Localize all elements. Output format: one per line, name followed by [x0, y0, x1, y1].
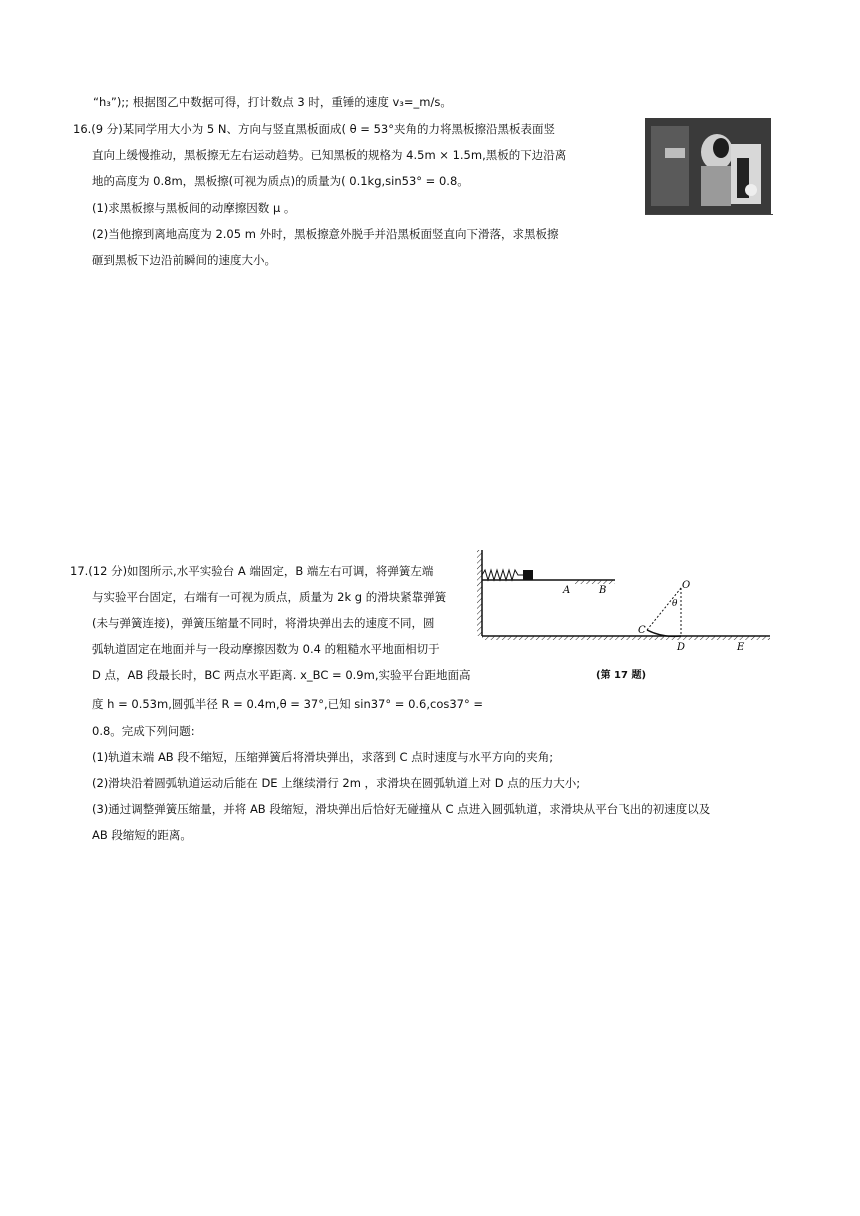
q17-line-3: (未与弹簧连接)，弹簧压缩量不同时，将滑块弹出去的速度不同，圆 [92, 616, 435, 630]
q17-line-4: 弧轨道固定在地面并与一段动摩擦因数为 0.4 的粗糙水平地面相切于 [92, 642, 440, 656]
q16-line-1: 16.(9 分)某同学用大小为 5 N、方向与竖直黑板面成( θ = 53°夹角的力将黑板擦沿黑板表面竖 [73, 122, 555, 136]
q17-part-2: (2)滑块沿着圆弧轨道运动后能在 DE 上继续滑行 2m ，求滑块在圆弧轨道上对 D 点的压力大小; [92, 776, 581, 790]
q17-line-7: 0.8。完成下列问题: [92, 724, 195, 738]
label-theta: θ [672, 599, 678, 609]
label-A: A [563, 585, 571, 596]
slider-block [523, 570, 533, 580]
q16-part-2: (2)当他擦到离地高度为 2.05 m 外时，黑板擦意外脱手并沿黑板面竖直向下滑落，求黑板擦 [92, 227, 559, 241]
q17-line-6: 度 h = 0.53m,圆弧半径 R = 0.4m,θ = 37°,已知 sin37° = 0.6,cos37° = [92, 697, 484, 711]
blackboard-eraser-photo [645, 118, 771, 214]
q17-line-2: 与实验平台固定，右端有一可视为质点，质量为 2k g 的滑块紧靠弹簧 [92, 590, 447, 604]
ground-hatch [482, 636, 770, 640]
q16-line-3: 地的高度为 0.8m，黑板擦(可视为质点)的质量为( 0.1kg,sin53° = 0.8。 [92, 174, 469, 188]
label-C: C [638, 625, 646, 636]
platform-hatch [575, 580, 615, 584]
label-E: E [737, 642, 745, 653]
figure-caption: (第 17 题) [596, 670, 647, 681]
q17-part-1: (1)轨道末端 AB 段不缩短，压缩弹簧后将滑块弹出，求落到 C 点时速度与水平方向的夹角; [92, 750, 554, 764]
label-O: O [682, 580, 691, 591]
spring [482, 570, 523, 580]
q16-part-1: (1)求黑板擦与黑板间的动摩擦因数 μ 。 [92, 201, 296, 215]
q16-line-6: 砸到黑板下边沿前瞬间的速度大小。 [92, 253, 276, 267]
q17-line-5: D 点，AB 段最长时，BC 两点水平距离. x_BC = 0.9m,实验平台距地面高 [92, 668, 471, 682]
q17-line-11: AB 段缩短的距离。 [92, 828, 192, 842]
radius-OC [647, 588, 681, 630]
q16-line-2: 直向上缓慢推动，黑板擦无左右运动趋势。已知黑板的规格为 4.5m × 1.5m,黑板的下边沿离 [92, 148, 567, 162]
photo-underline [645, 214, 773, 215]
carryover-line: “h₃”);; 根据图乙中数据可得，打计数点 3 时，重锤的速度 v₃=_m/s。 [93, 95, 452, 109]
q17-line-1: 17.(12 分)如图所示,水平实验台 A 端固定，B 端左右可调，将弹簧左端 [70, 564, 434, 578]
q17-part-3: (3)通过调整弹簧压缩量，并将 AB 段缩短，滑块弹出后恰好无碰撞从 C 点进入圆弧轨道，求滑块从平台飞出的初速度以及 [92, 802, 711, 816]
label-B: B [599, 585, 607, 596]
label-D: D [677, 642, 686, 653]
